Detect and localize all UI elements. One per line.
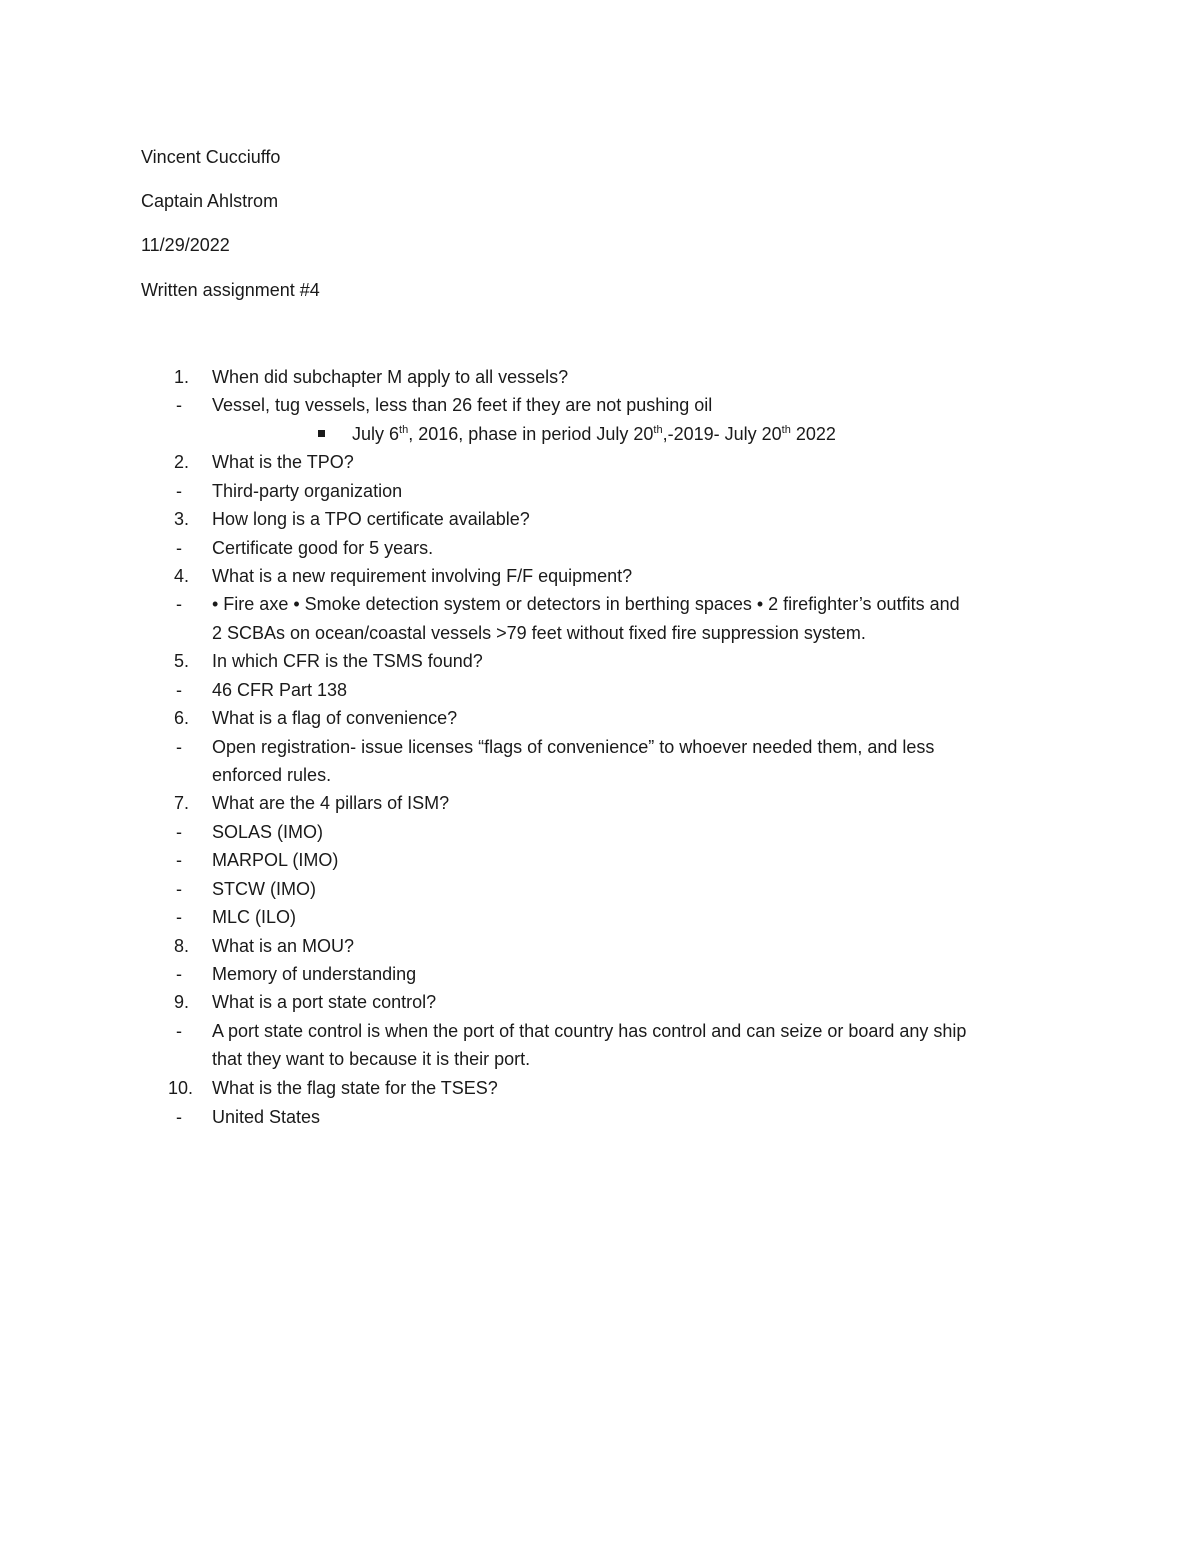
- dash-bullet: -: [176, 680, 182, 700]
- question-text: What is a port state control?: [212, 992, 437, 1012]
- answer-text: Memory of understanding: [212, 964, 417, 984]
- dash-bullet: -: [176, 481, 182, 501]
- question-number: 3.: [174, 509, 190, 529]
- question-text: What are the 4 pillars of ISM?: [212, 793, 450, 813]
- question-text: How long is a TPO certificate available?: [212, 509, 530, 529]
- question-text: When did subchapter M apply to all vessels?: [212, 367, 569, 387]
- answer-text: United States: [212, 1107, 321, 1127]
- answer-text: MLC (ILO): [212, 907, 297, 927]
- answer-text: A port state control is when the port of that country has control and can seize or board any ship: [212, 1021, 967, 1041]
- question-text: What is a flag of convenience?: [212, 708, 458, 728]
- dash-bullet: -: [176, 594, 182, 614]
- question-number: 1.: [174, 367, 190, 387]
- question-text: What is an MOU?: [212, 936, 355, 956]
- answer-text: SOLAS (IMO): [212, 822, 324, 842]
- question-number: 8.: [174, 936, 190, 956]
- answer-text: 46 CFR Part 138: [212, 680, 348, 700]
- question-text: What is a new requirement involving F/F equipment?: [212, 566, 633, 586]
- question-text: What is the TPO?: [212, 452, 354, 472]
- answer-text: • Fire axe • Smoke detection system or detectors in berthing spaces • 2 firefighter’s outfits and: [212, 594, 960, 614]
- dash-bullet: -: [176, 964, 182, 984]
- question-number: 2.: [174, 452, 190, 472]
- answer-text: MARPOL (IMO): [212, 850, 339, 870]
- question-number: 7.: [174, 793, 190, 813]
- question-number: 4.: [174, 566, 190, 586]
- question-number: 6.: [174, 708, 190, 728]
- dash-bullet: -: [176, 395, 182, 415]
- question-text: In which CFR is the TSMS found?: [212, 651, 483, 671]
- dash-bullet: -: [176, 538, 182, 558]
- answer-text: enforced rules.: [212, 765, 332, 785]
- sub-answer-text: July 6th, 2016, phase in period July 20th,-2019- July 20th 2022: [352, 424, 836, 444]
- question-number: 5.: [174, 651, 190, 671]
- assignment-date: 11/29/2022: [141, 235, 230, 255]
- dash-bullet: -: [176, 1021, 182, 1041]
- answer-text: STCW (IMO): [212, 879, 316, 899]
- dash-bullet: -: [176, 850, 182, 870]
- dash-bullet: -: [176, 822, 182, 842]
- question-number: 9.: [174, 992, 190, 1012]
- answer-text: Vessel, tug vessels, less than 26 feet if they are not pushing oil: [212, 395, 713, 415]
- student-name: Vincent Cucciuffo: [141, 147, 281, 167]
- assignment-title: Written assignment #4: [141, 280, 320, 300]
- square-bullet-icon: [318, 430, 325, 437]
- answer-text: Certificate good for 5 years.: [212, 538, 434, 558]
- dash-bullet: -: [176, 879, 182, 899]
- answer-text: Third-party organization: [212, 481, 403, 501]
- answer-text: Open registration- issue licenses “flags of convenience” to whoever needed them, and less: [212, 737, 935, 757]
- dash-bullet: -: [176, 907, 182, 927]
- dash-bullet: -: [176, 1107, 182, 1127]
- dash-bullet: -: [176, 737, 182, 757]
- instructor-name: Captain Ahlstrom: [141, 191, 279, 211]
- answer-text: that they want to because it is their port.: [212, 1049, 531, 1069]
- question-text: What is the flag state for the TSES?: [212, 1078, 498, 1098]
- question-number: 10.: [168, 1078, 194, 1098]
- answer-text: 2 SCBAs on ocean/coastal vessels >79 feet without fixed fire suppression system.: [212, 623, 866, 643]
